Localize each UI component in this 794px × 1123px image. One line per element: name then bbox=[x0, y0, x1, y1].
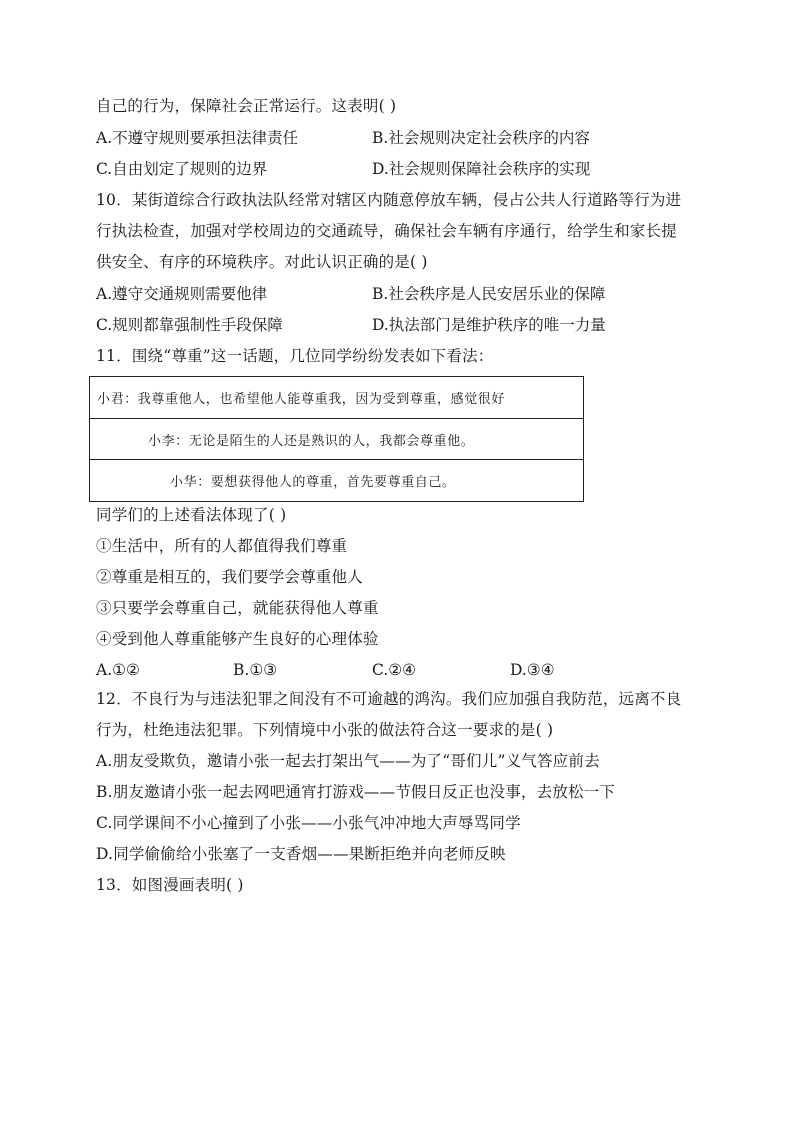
q12-option-a: A.朋友受欺负，邀请小张一起去打架出气——为了“哥们儿”义气答应前去 bbox=[96, 752, 600, 770]
q11-opinion-xiaohua: 小华：要想获得他人的尊重，首先要尊重自己。 bbox=[170, 475, 456, 490]
q12-option-b: B.朋友邀请小张一起去网吧通宵打游戏——节假日反正也没事，去放松一下 bbox=[96, 783, 616, 801]
q13-stem: 13．如图漫画表明( ) bbox=[96, 876, 244, 894]
q10-stem-line-2: 行执法检查，加强对学校周边的交通疏导，确保社会车辆有序通行，给学生和家长提 bbox=[96, 222, 677, 240]
q11-statement-2: ②尊重是相互的，我们要学会尊重他人 bbox=[96, 568, 363, 586]
table-row bbox=[90, 377, 583, 419]
q9-stem-tail: 自己的行为，保障社会正常运行。这表明( ) bbox=[96, 97, 397, 115]
q11-opinion-table bbox=[89, 376, 584, 502]
q11-stem: 11．围绕“尊重”这一话题，几位同学纷纷发表如下看法： bbox=[96, 347, 494, 365]
q11-opinion-xiaojun: 小君：我尊重他人，也希望他人能尊重我，因为受到尊重，感觉很好 bbox=[97, 392, 506, 407]
q10-stem-line-1: 10．某街道综合行政执法队经常对辖区内随意停放车辆，侵占公共人行道路等行为进 bbox=[96, 191, 682, 209]
q11-statement-3: ③只要学会尊重自己，就能获得他人尊重 bbox=[96, 599, 379, 617]
q12-stem-line-1: 12．不良行为与违法犯罪之间没有不可逾越的鸿沟。我们应加强自我防范，远离不良 bbox=[96, 690, 682, 708]
q11-option-d: D.③④ bbox=[510, 661, 555, 679]
q10-option-c: C.规则都靠强制性手段保障 bbox=[96, 316, 283, 334]
q11-opinion-xiaoli: 小李：无论是陌生的人还是熟识的人，我都会尊重他。 bbox=[148, 434, 475, 449]
q9-option-d: D.社会规则保障社会秩序的实现 bbox=[372, 160, 591, 178]
table-row bbox=[90, 419, 583, 460]
q12-stem-line-2: 行为，杜绝违法犯罪。下列情境中小张的做法符合这一要求的是( ) bbox=[96, 721, 554, 739]
q11-option-a: A.①② bbox=[96, 661, 140, 679]
q12-option-d: D.同学偷偷给小张塞了一支香烟——果断拒绝并向老师反映 bbox=[96, 845, 506, 863]
q11-statement-4: ④受到他人尊重能够产生良好的心理体验 bbox=[96, 630, 379, 648]
q11-statement-1: ①生活中，所有的人都值得我们尊重 bbox=[96, 537, 348, 555]
q9-option-a: A.不遵守规则要承担法律责任 bbox=[96, 129, 299, 147]
q9-option-b: B.社会规则决定社会秩序的内容 bbox=[372, 129, 590, 147]
q11-option-c: C.②④ bbox=[372, 661, 417, 679]
q12-option-c: C.同学课间不小心撞到了小张——小张气冲冲地大声辱骂同学 bbox=[96, 814, 521, 832]
q11-question: 同学们的上述看法体现了( ) bbox=[96, 506, 287, 524]
q10-option-d: D.执法部门是维护秩序的唯一力量 bbox=[372, 316, 606, 334]
q10-option-b: B.社会秩序是人民安居乐业的保障 bbox=[372, 285, 606, 303]
q9-option-c: C.自由划定了规则的边界 bbox=[96, 160, 268, 178]
q10-option-a: A.遵守交通规则需要他律 bbox=[96, 285, 268, 303]
table-row bbox=[90, 460, 583, 501]
q11-option-b: B.①③ bbox=[233, 661, 278, 679]
q10-stem-line-3: 供安全、有序的环境秩序。对此认识正确的是( ) bbox=[96, 253, 428, 271]
